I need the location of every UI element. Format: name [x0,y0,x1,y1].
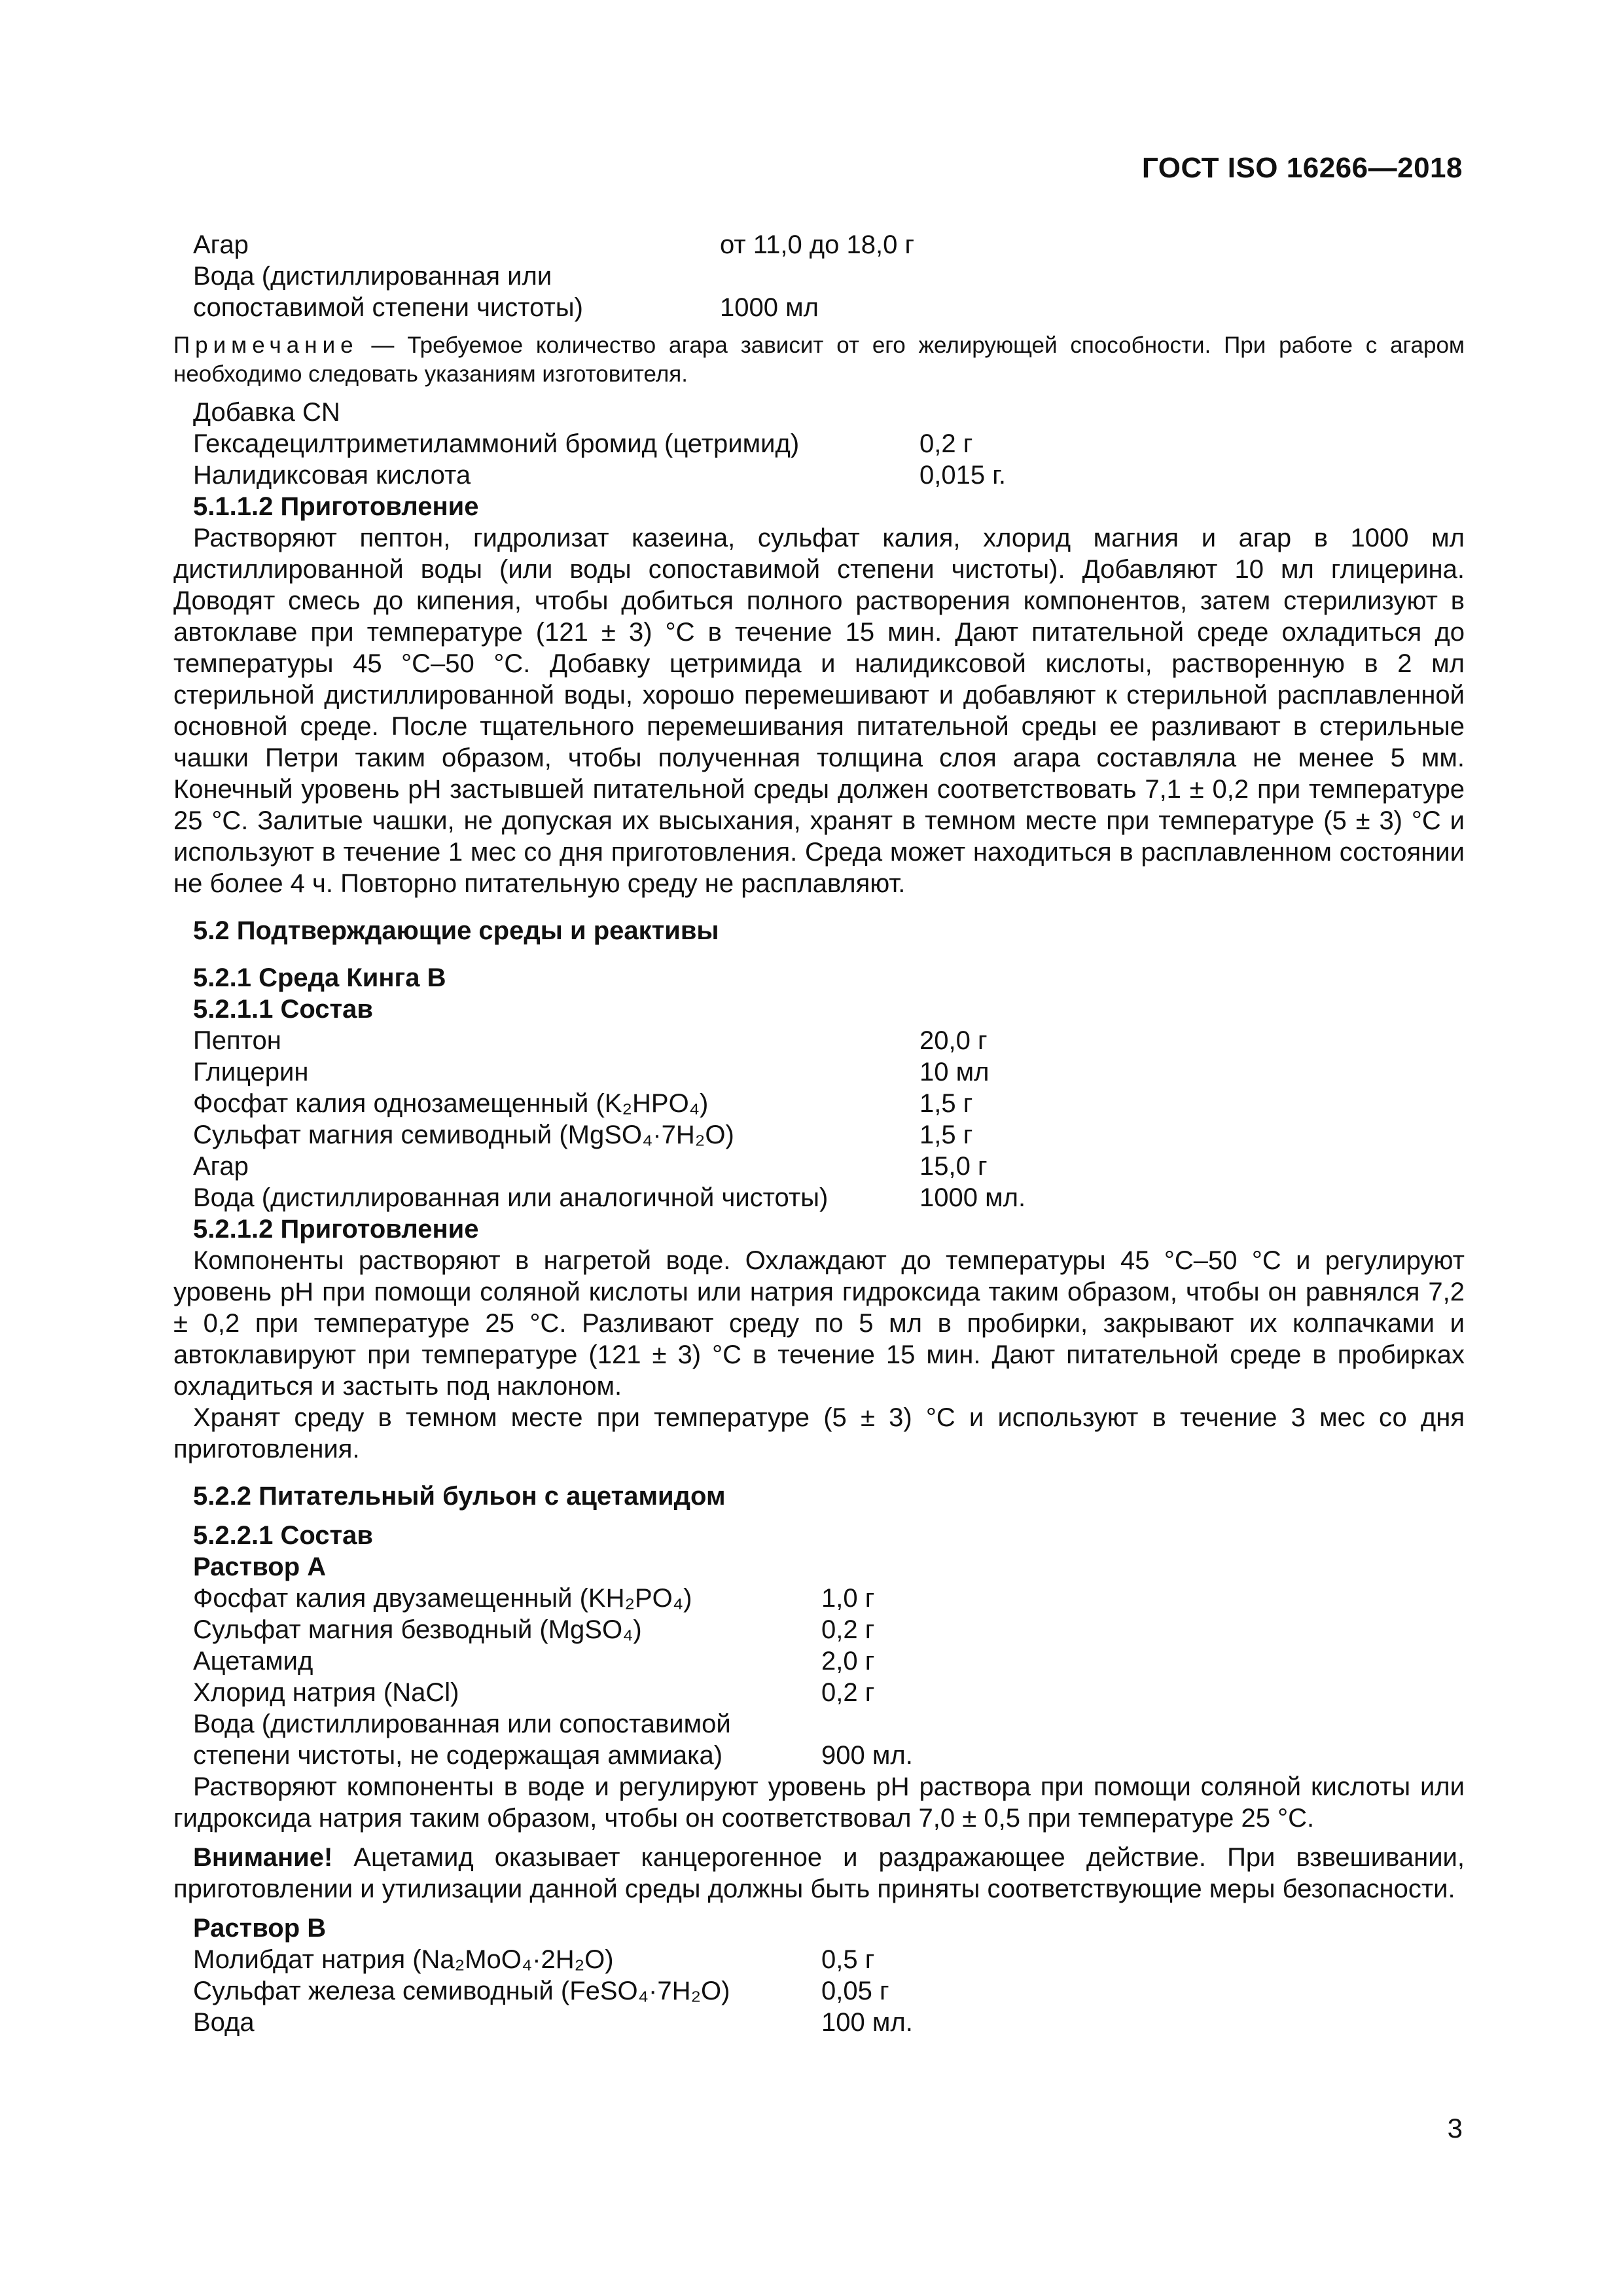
ingredient-name: Глицерин [193,1058,309,1086]
table-row [193,1708,1465,1740]
standard-designation: ГОСТ ISO 16266—2018 [1141,152,1463,184]
supplement-cn [193,397,1465,491]
ingredient-name: Вода (дистиллированная или аналогичной чистоты) [193,1183,829,1212]
ingredient-name: Хлорид натрия (NaCl) [193,1678,459,1707]
table-row [193,1088,1465,1119]
section-heading-5-2-2-1: 5.2.2.1 Состав [193,1521,373,1550]
ingredient-name: Молибдат натрия (Na₂MoO₄·2H₂O) [193,1945,614,1974]
table-row [193,1025,1465,1056]
table-row [193,1944,1465,1975]
ingredient-amount: 1,0 г [821,1584,875,1613]
ingredient-amount: 0,05 г [821,1977,889,2005]
ingredient-name: Ацетамид [193,1647,313,1676]
ingredient-amount: 1000 мл. [919,1183,1026,1212]
table-row [193,292,1465,323]
section-text-5-1-1-2: Растворяют пептон, гидролизат казеина, сульфат калия, хлорид магния и агар в 1000 мл дистиллированной воды (или воды сопоставимой степени чистоты). Добавляют 10 мл глицерина. Доводят смесь до кипения, чтобы добиться полного растворения компонентов, затем стерилизуют в автоклаве при температуре (121 ± 3) °С в течение 15 мин. Дают питательной среде охладиться до температуры 45 °С–50 °С. Добавку цетримида и налидиксовой кислоты, растворенную в 2 мл стерильной дистиллированной воды, хорошо перемешивают и добавляют к стерильной расплавленной основной среде. После тщательного перемешивания питательной среды ее разливают в стерильные чашки Петри таким образом, чтобы полученная толщина слоя агара составляла не менее 5 мм. Конечный уровень pH застывшей питательной среды должен соответствовать 7,1 ± 0,2 при температуре 25 °С. Залитые чашки, не допуская их высыхания, хранят в темном месте при температуре (5 ± 3) °С и используют в течение 1 мес со дня приготовления. Среда может находиться в расплавленном состоянии не более 4 ч. Повторно питательную среду не расплавляют. [173,524,1465,898]
section-heading-5-2-2: 5.2.2 Питательный бульон с ацетамидом [193,1482,726,1511]
ingredient-amount: 15,0 г [919,1152,988,1181]
solution-b-table [193,1944,1465,2038]
ingredient-name: Сульфат магния безводный (MgSO₄) [193,1615,642,1644]
ingredient-name: Фосфат калия однозамещенный (K₂HPO₄) [193,1089,709,1118]
ingredient-name: Гексадецилтриметиламмоний бромид (цетримид) [193,429,800,458]
table-row [193,1740,1465,1771]
ingredient-amount: 0,2 г [919,429,973,458]
solution-a-title: Раствор А [193,1552,327,1581]
page-number: 3 [1447,2113,1463,2144]
table-row [193,1056,1465,1088]
solution-b-title: Раствор В [193,1914,327,1943]
section-heading-5-2: 5.2 Подтверждающие среды и реактивы [193,916,719,945]
table-row [193,229,1465,260]
note [173,331,1465,389]
table-row [193,260,1465,292]
table-row [193,1975,1465,2007]
table-row [193,1119,1465,1151]
warning-label: Внимание! [193,1843,333,1872]
ingredient-amount: 20,0 г [919,1026,988,1055]
ingredient-name: Сульфат магния семиводный (MgSO₄·7H₂O) [193,1121,734,1149]
section-heading-5-2-1-1: 5.2.1.1 Состав [193,995,373,1024]
solution-a-text: Растворяют компоненты в воде и регулируют уровень pH раствора при помощи соляной кислоты или гидроксида натрия таким образом, чтобы он соответствовал 7,0 ± 0,5 при температуре 25 °С. [173,1772,1465,1833]
table-row [193,1182,1465,1213]
note-label: Примечание [173,332,359,358]
ingredient-amount: 0,2 г [821,1678,875,1707]
section-heading-5-1-1-2: 5.1.1.2 Приготовление [193,492,479,521]
ingredient-name: Пептон [193,1026,281,1055]
ingredient-amount: 10 мл [919,1058,990,1086]
section-heading-5-2-1-2: 5.2.1.2 Приготовление [193,1215,479,1244]
ingredient-name: степени чистоты, не содержащая аммиака) [193,1741,723,1770]
table-row [193,428,1465,459]
table-row [193,459,1465,491]
ingredient-name: сопоставимой степени чистоты) [193,293,583,322]
ingredient-amount: 0,015 г. [919,461,1007,490]
warning-text: Ацетамид оказывает канцерогенное и раздражающее действие. При взвешивании, приготовлении и утилизации данной среды должны быть приняты соответствующие меры безопасности. [173,1843,1465,1903]
ingredient-amount: 1,5 г [919,1089,973,1118]
section-heading-5-2-1: 5.2.1 Среда Кинга В [193,963,446,992]
ingredient-amount: 1000 мл [720,293,819,322]
ingredient-name: Агар [193,230,249,259]
storage-text: Хранят среду в темном месте при температуре (5 ± 3) °С и используют в течение 3 мес со дня приготовления. [173,1403,1465,1463]
ingredient-name: Фосфат калия двузамещенный (KH₂PO₄) [193,1584,692,1613]
ingredient-name: Налидиксовая кислота [193,461,471,490]
supplement-title: Добавка CN [193,398,340,427]
top-composition-table [193,229,1465,323]
ingredient-amount: 900 мл. [821,1741,913,1770]
table-row [193,1677,1465,1708]
table-row [193,1151,1465,1182]
note-text: — Требуемое количество агара зависит от его желирующей способности. При работе с агаром необходимо следовать указаниям изготовителя. [173,332,1465,387]
ingredient-name: Сульфат железа семиводный (FeSO₄·7H₂O) [193,1977,730,2005]
warning-paragraph [173,1842,1465,1905]
ingredient-amount: 0,2 г [821,1615,875,1644]
ingredient-name: Агар [193,1152,249,1181]
ingredient-amount: от 11,0 до 18,0 г [720,230,915,259]
ingredient-amount: 100 мл. [821,2008,913,2037]
table-row [193,1614,1465,1645]
ingredient-name: Вода (дистиллированная или [193,262,552,291]
page-content [173,229,1465,2038]
table-row [193,1583,1465,1614]
solution-a-table [193,1583,1465,1771]
ingredient-amount: 2,0 г [821,1647,875,1676]
ingredient-name: Вода (дистиллированная или сопоставимой [193,1710,731,1738]
table-row [193,1645,1465,1677]
king-b-composition-table [193,1025,1465,1213]
ingredient-name: Вода [193,2008,255,2037]
ingredient-amount: 0,5 г [821,1945,875,1974]
ingredient-amount: 1,5 г [919,1121,973,1149]
section-text-5-2-1-2: Компоненты растворяют в нагретой воде. Охлаждают до температуры 45 °С–50 °С и регулируют уровень pH при помощи соляной кислоты или натрия гидроксида таким образом, чтобы он равнялся 7,2 ± 0,2 при температуре 25 °С. Разливают среду по 5 мл в пробирки, закрывают их колпачками и автоклавируют при температуре (121 ± 3) °С в течение 15 мин. Дают питательной среде в пробирках охладиться и застыть под наклоном. [173,1246,1465,1401]
table-row [193,2007,1465,2038]
